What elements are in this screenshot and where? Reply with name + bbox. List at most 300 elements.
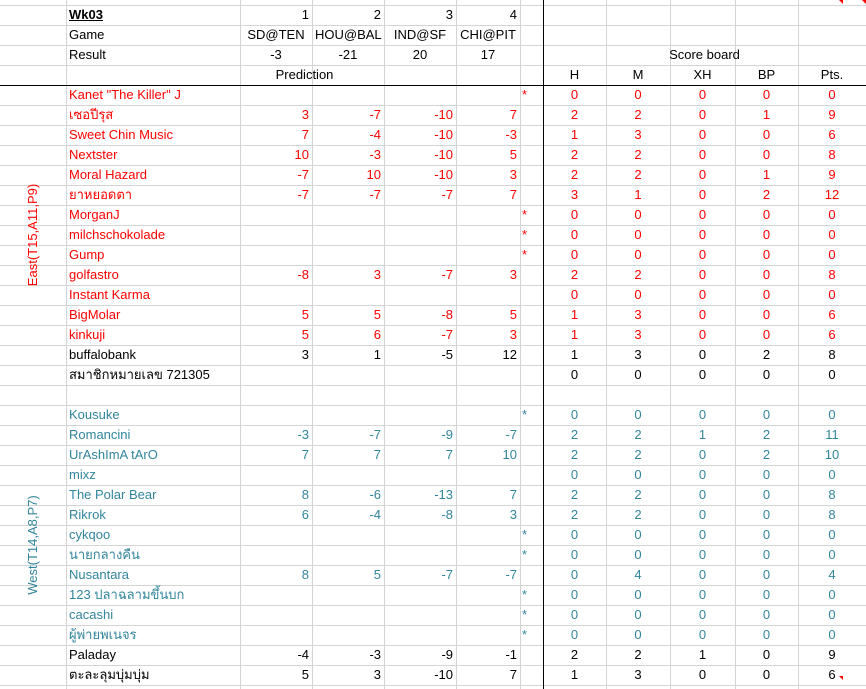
prediction-cell[interactable]: 3 bbox=[373, 667, 381, 682]
prediction-cell[interactable] bbox=[240, 525, 312, 545]
prediction-cell[interactable] bbox=[456, 245, 520, 265]
score-cell[interactable]: 0 bbox=[570, 547, 579, 562]
prediction-cell[interactable] bbox=[240, 405, 312, 425]
score-cell[interactable]: 0 bbox=[762, 87, 771, 102]
score-cell[interactable]: 1 bbox=[698, 427, 707, 442]
score-cell[interactable]: 0 bbox=[828, 467, 836, 482]
prediction-cell[interactable]: 8 bbox=[301, 487, 309, 502]
player-name[interactable]: mixz bbox=[69, 467, 96, 482]
score-cell[interactable]: 0 bbox=[698, 367, 707, 382]
prediction-cell[interactable] bbox=[312, 605, 384, 625]
prediction-cell[interactable] bbox=[312, 525, 384, 545]
prediction-cell[interactable] bbox=[384, 285, 456, 305]
score-cell[interactable]: 0 bbox=[698, 227, 707, 242]
score-cell[interactable]: 0 bbox=[570, 587, 579, 602]
player-name[interactable]: นายกลางคืน bbox=[69, 547, 140, 562]
prediction-cell[interactable] bbox=[312, 585, 384, 605]
prediction-cell[interactable] bbox=[456, 285, 520, 305]
score-cell[interactable]: 0 bbox=[698, 487, 707, 502]
prediction-cell[interactable]: 12 bbox=[502, 347, 517, 362]
score-cell[interactable]: 2 bbox=[570, 167, 579, 182]
score-cell[interactable]: 0 bbox=[570, 627, 579, 642]
prediction-cell[interactable]: 1 bbox=[373, 347, 381, 362]
score-cell[interactable]: 0 bbox=[698, 87, 707, 102]
score-cell[interactable]: 0 bbox=[762, 307, 771, 322]
score-cell[interactable]: 0 bbox=[698, 327, 707, 342]
prediction-cell[interactable]: 10 bbox=[366, 167, 381, 182]
score-cell[interactable]: 2 bbox=[634, 267, 642, 282]
prediction-cell[interactable]: 3 bbox=[373, 267, 381, 282]
score-cell[interactable]: 0 bbox=[698, 107, 707, 122]
score-cell[interactable]: 0 bbox=[634, 227, 642, 242]
prediction-cell[interactable]: 3 bbox=[509, 267, 517, 282]
score-cell[interactable]: 2 bbox=[762, 447, 771, 462]
score-cell[interactable]: 0 bbox=[828, 247, 836, 262]
prediction-cell[interactable] bbox=[456, 85, 520, 105]
prediction-cell[interactable]: 6 bbox=[301, 507, 309, 522]
score-cell[interactable]: 1 bbox=[634, 187, 642, 202]
score-cell[interactable]: 2 bbox=[570, 647, 579, 662]
score-cell[interactable]: 4 bbox=[634, 567, 642, 582]
score-cell[interactable]: 0 bbox=[762, 627, 771, 642]
score-cell[interactable]: 0 bbox=[698, 287, 707, 302]
player-name[interactable]: Kanet "The Killer" J bbox=[69, 87, 181, 102]
score-cell[interactable]: 3 bbox=[634, 667, 642, 682]
prediction-cell[interactable] bbox=[384, 465, 456, 485]
score-cell[interactable]: 0 bbox=[570, 287, 579, 302]
score-cell[interactable]: 1 bbox=[698, 647, 707, 662]
prediction-cell[interactable] bbox=[240, 465, 312, 485]
score-cell[interactable]: 2 bbox=[762, 347, 771, 362]
prediction-cell[interactable] bbox=[312, 625, 384, 645]
prediction-cell[interactable]: -7 bbox=[441, 267, 453, 282]
score-cell[interactable]: 2 bbox=[570, 147, 579, 162]
score-cell[interactable]: 0 bbox=[762, 127, 771, 142]
score-cell[interactable]: 0 bbox=[634, 607, 642, 622]
player-name[interactable]: Moral Hazard bbox=[69, 167, 148, 182]
score-cell[interactable]: 10 bbox=[824, 447, 840, 462]
score-cell[interactable]: 2 bbox=[762, 187, 771, 202]
score-cell[interactable]: 3 bbox=[634, 327, 642, 342]
score-cell[interactable]: 0 bbox=[762, 407, 771, 422]
score-cell[interactable]: 12 bbox=[824, 187, 840, 202]
prediction-cell[interactable] bbox=[240, 245, 312, 265]
prediction-cell[interactable]: 7 bbox=[509, 107, 517, 122]
prediction-cell[interactable]: -9 bbox=[441, 647, 453, 662]
prediction-cell[interactable] bbox=[384, 625, 456, 645]
player-name[interactable]: เซอปีรุส bbox=[69, 107, 114, 122]
score-cell[interactable]: 0 bbox=[828, 607, 836, 622]
score-cell[interactable]: 3 bbox=[634, 127, 642, 142]
score-cell[interactable]: 0 bbox=[762, 567, 771, 582]
prediction-cell[interactable]: 10 bbox=[502, 447, 517, 462]
prediction-cell[interactable]: -7 bbox=[369, 187, 381, 202]
player-name[interactable]: golfastro bbox=[69, 267, 119, 282]
player-name[interactable]: Romancini bbox=[69, 427, 131, 442]
score-cell[interactable]: 0 bbox=[570, 227, 579, 242]
score-cell[interactable]: 9 bbox=[828, 107, 836, 122]
prediction-cell[interactable] bbox=[312, 405, 384, 425]
score-cell[interactable]: 0 bbox=[698, 607, 707, 622]
score-cell[interactable]: 2 bbox=[634, 167, 642, 182]
score-cell[interactable]: 1 bbox=[762, 167, 771, 182]
prediction-cell[interactable] bbox=[456, 205, 520, 225]
score-cell[interactable]: 0 bbox=[762, 507, 771, 522]
prediction-cell[interactable] bbox=[384, 205, 456, 225]
score-cell[interactable]: 2 bbox=[570, 507, 579, 522]
score-cell[interactable]: 6 bbox=[828, 307, 836, 322]
prediction-cell[interactable]: 3 bbox=[509, 167, 517, 182]
score-cell[interactable]: 0 bbox=[570, 607, 579, 622]
score-cell[interactable]: 2 bbox=[634, 507, 642, 522]
score-cell[interactable]: 0 bbox=[762, 487, 771, 502]
score-cell[interactable]: 0 bbox=[634, 547, 642, 562]
score-cell[interactable]: 0 bbox=[762, 247, 771, 262]
score-cell[interactable]: 8 bbox=[828, 507, 836, 522]
player-name[interactable]: Instant Karma bbox=[69, 287, 150, 302]
prediction-cell[interactable] bbox=[240, 545, 312, 565]
prediction-cell[interactable]: 7 bbox=[301, 127, 309, 142]
score-cell[interactable]: 1 bbox=[570, 307, 579, 322]
score-cell[interactable]: 0 bbox=[570, 87, 579, 102]
score-cell[interactable]: 0 bbox=[698, 547, 707, 562]
prediction-cell[interactable]: -7 bbox=[369, 107, 381, 122]
missing-marker bbox=[520, 185, 543, 205]
score-cell[interactable]: 6 bbox=[828, 327, 836, 342]
prediction-cell[interactable] bbox=[456, 625, 520, 645]
player-name[interactable]: ยาหยอดตา bbox=[69, 187, 133, 202]
prediction-cell[interactable]: -4 bbox=[369, 507, 381, 522]
score-cell[interactable]: 8 bbox=[828, 267, 836, 282]
missing-marker bbox=[520, 365, 543, 385]
score-cell[interactable]: 0 bbox=[828, 227, 836, 242]
score-cell[interactable]: 6 bbox=[828, 127, 836, 142]
player-name[interactable]: milchschokolade bbox=[69, 227, 166, 242]
prediction-cell[interactable] bbox=[384, 545, 456, 565]
score-cell[interactable]: 0 bbox=[698, 247, 707, 262]
score-cell[interactable]: 2 bbox=[634, 107, 642, 122]
score-cell[interactable]: 0 bbox=[698, 527, 707, 542]
score-cell[interactable]: 3 bbox=[570, 187, 579, 202]
score-cell[interactable]: 3 bbox=[634, 307, 642, 322]
score-cell[interactable]: 0 bbox=[634, 627, 642, 642]
score-cell[interactable]: 0 bbox=[634, 87, 642, 102]
score-cell[interactable]: 0 bbox=[698, 347, 707, 362]
score-cell[interactable]: 0 bbox=[762, 327, 771, 342]
prediction-cell[interactable]: -8 bbox=[441, 307, 453, 322]
prediction-cell[interactable]: 5 bbox=[509, 307, 517, 322]
prediction-cell[interactable] bbox=[456, 465, 520, 485]
score-cell[interactable]: 0 bbox=[828, 87, 836, 102]
prediction-cell[interactable]: -4 bbox=[369, 127, 381, 142]
prediction-cell[interactable]: -7 bbox=[441, 187, 453, 202]
prediction-cell[interactable]: -9 bbox=[441, 427, 453, 442]
score-cell[interactable]: 0 bbox=[698, 587, 707, 602]
prediction-cell[interactable]: 6 bbox=[373, 327, 381, 342]
prediction-cell[interactable] bbox=[384, 525, 456, 545]
score-cell[interactable]: 8 bbox=[828, 347, 836, 362]
prediction-cell[interactable]: -8 bbox=[297, 267, 309, 282]
score-cell[interactable]: 8 bbox=[828, 487, 836, 502]
prediction-cell[interactable]: -10 bbox=[434, 107, 453, 122]
prediction-cell[interactable]: 7 bbox=[373, 447, 381, 462]
score-cell[interactable]: 0 bbox=[698, 467, 707, 482]
prediction-cell[interactable] bbox=[240, 225, 312, 245]
player-name[interactable]: MorganJ bbox=[69, 207, 120, 222]
prediction-cell[interactable]: -5 bbox=[441, 347, 453, 362]
score-cell[interactable]: 0 bbox=[762, 467, 771, 482]
score-cell[interactable]: 0 bbox=[762, 647, 771, 662]
score-cell[interactable]: 0 bbox=[828, 287, 836, 302]
prediction-cell[interactable]: 5 bbox=[301, 327, 309, 342]
score-cell[interactable]: 2 bbox=[762, 427, 771, 442]
prediction-cell[interactable]: 5 bbox=[509, 147, 517, 162]
prediction-cell[interactable] bbox=[240, 605, 312, 625]
score-cell[interactable]: 0 bbox=[570, 407, 579, 422]
prediction-cell[interactable]: -4 bbox=[297, 647, 309, 662]
prediction-cell[interactable] bbox=[456, 365, 520, 385]
score-cell[interactable]: 0 bbox=[698, 407, 707, 422]
score-cell[interactable]: 0 bbox=[828, 207, 836, 222]
prediction-cell[interactable]: 7 bbox=[509, 667, 517, 682]
score-cell[interactable]: 0 bbox=[634, 467, 642, 482]
score-cell[interactable]: 2 bbox=[570, 107, 579, 122]
prediction-cell[interactable]: -10 bbox=[434, 167, 453, 182]
prediction-cell[interactable]: 7 bbox=[509, 187, 517, 202]
player-name[interactable]: BigMolar bbox=[69, 307, 121, 322]
score-cell[interactable]: 0 bbox=[828, 627, 836, 642]
prediction-cell[interactable] bbox=[240, 585, 312, 605]
prediction-cell[interactable]: -7 bbox=[297, 187, 309, 202]
score-cell[interactable]: 2 bbox=[634, 647, 642, 662]
score-cell[interactable]: 0 bbox=[698, 187, 707, 202]
score-cell[interactable]: 0 bbox=[570, 467, 579, 482]
score-cell[interactable]: 6 bbox=[828, 667, 836, 682]
prediction-cell[interactable]: 7 bbox=[445, 447, 453, 462]
prediction-cell[interactable]: -7 bbox=[441, 567, 453, 582]
prediction-cell[interactable] bbox=[384, 365, 456, 385]
prediction-cell[interactable]: -13 bbox=[434, 487, 453, 502]
player-name[interactable]: cacashi bbox=[69, 607, 114, 622]
score-cell[interactable]: 2 bbox=[634, 447, 642, 462]
prediction-cell[interactable] bbox=[456, 525, 520, 545]
prediction-cell[interactable] bbox=[384, 605, 456, 625]
score-cell[interactable]: 0 bbox=[762, 287, 771, 302]
score-cell[interactable]: 0 bbox=[698, 667, 707, 682]
score-cell[interactable]: 0 bbox=[634, 587, 642, 602]
score-cell[interactable]: 0 bbox=[698, 567, 707, 582]
score-cell[interactable]: 0 bbox=[762, 227, 771, 242]
score-cell[interactable]: 0 bbox=[698, 307, 707, 322]
score-cell[interactable]: 0 bbox=[828, 547, 836, 562]
score-cell[interactable]: 0 bbox=[762, 207, 771, 222]
prediction-cell[interactable] bbox=[456, 225, 520, 245]
prediction-cell[interactable]: 3 bbox=[301, 347, 309, 362]
prediction-cell[interactable]: -7 bbox=[441, 327, 453, 342]
score-cell[interactable]: 0 bbox=[762, 527, 771, 542]
score-cell[interactable]: 0 bbox=[698, 207, 707, 222]
score-cell[interactable]: 0 bbox=[762, 607, 771, 622]
prediction-cell[interactable] bbox=[384, 245, 456, 265]
score-cell[interactable]: 0 bbox=[762, 367, 771, 382]
score-cell[interactable]: 1 bbox=[570, 327, 579, 342]
score-cell[interactable]: 1 bbox=[762, 107, 771, 122]
player-name[interactable]: สมาชิกหมายเลข 721305 bbox=[69, 367, 210, 382]
score-cell[interactable]: 0 bbox=[634, 287, 642, 302]
score-cell[interactable]: 2 bbox=[634, 147, 642, 162]
player-name[interactable]: Nusantara bbox=[69, 567, 129, 582]
score-cell[interactable]: 0 bbox=[762, 267, 771, 282]
prediction-cell[interactable] bbox=[240, 625, 312, 645]
prediction-cell[interactable] bbox=[312, 85, 384, 105]
player-name[interactable]: Kousuke bbox=[69, 407, 120, 422]
prediction-cell[interactable]: -8 bbox=[441, 507, 453, 522]
score-cell[interactable]: 0 bbox=[634, 207, 642, 222]
score-cell[interactable]: 8 bbox=[828, 147, 836, 162]
score-cell[interactable]: 0 bbox=[634, 527, 642, 542]
missing-marker: * bbox=[522, 227, 528, 242]
prediction-cell[interactable] bbox=[312, 225, 384, 245]
prediction-cell[interactable]: -10 bbox=[434, 147, 453, 162]
prediction-cell[interactable]: -3 bbox=[369, 147, 381, 162]
prediction-cell[interactable]: 10 bbox=[294, 147, 309, 162]
score-cell[interactable]: 1 bbox=[570, 347, 579, 362]
score-cell[interactable]: 0 bbox=[762, 547, 771, 562]
player-name[interactable]: buffalobank bbox=[69, 347, 136, 362]
prediction-cell[interactable] bbox=[384, 225, 456, 245]
prediction-cell[interactable]: -7 bbox=[505, 427, 517, 442]
score-cell[interactable]: 0 bbox=[634, 407, 642, 422]
prediction-cell[interactable]: -10 bbox=[434, 127, 453, 142]
score-cell[interactable]: 2 bbox=[570, 447, 579, 462]
player-name[interactable]: UrAshImA tArO bbox=[69, 447, 158, 462]
score-cell[interactable]: 3 bbox=[634, 347, 642, 362]
player-name[interactable]: The Polar Bear bbox=[69, 487, 157, 502]
score-cell[interactable]: 9 bbox=[828, 167, 836, 182]
score-cell[interactable]: 0 bbox=[698, 167, 707, 182]
prediction-cell[interactable]: 8 bbox=[301, 567, 309, 582]
comment-indicator-icon bbox=[862, 0, 866, 4]
score-cell[interactable]: 0 bbox=[762, 587, 771, 602]
prediction-cell[interactable] bbox=[384, 585, 456, 605]
score-cell[interactable]: 2 bbox=[634, 427, 642, 442]
score-cell[interactable]: 4 bbox=[828, 567, 836, 582]
prediction-cell[interactable] bbox=[240, 365, 312, 385]
score-cell[interactable]: 0 bbox=[698, 267, 707, 282]
prediction-cell[interactable] bbox=[384, 405, 456, 425]
score-cell[interactable]: 0 bbox=[570, 207, 579, 222]
score-cell[interactable]: 0 bbox=[570, 247, 579, 262]
player-name[interactable]: Rikrok bbox=[69, 507, 106, 522]
prediction-cell[interactable]: -7 bbox=[505, 567, 517, 582]
score-cell[interactable]: 0 bbox=[698, 507, 707, 522]
prediction-cell[interactable] bbox=[312, 465, 384, 485]
score-cell[interactable]: 2 bbox=[570, 487, 579, 502]
player-name[interactable]: ตะละลุมบุ่มบุ่ม bbox=[69, 667, 150, 682]
score-cell[interactable]: 0 bbox=[570, 367, 579, 382]
score-cell[interactable]: 0 bbox=[698, 127, 707, 142]
prediction-cell[interactable] bbox=[312, 205, 384, 225]
prediction-cell[interactable]: 3 bbox=[301, 107, 309, 122]
score-cell[interactable]: 2 bbox=[570, 267, 579, 282]
prediction-cell[interactable] bbox=[312, 365, 384, 385]
missing-marker: * bbox=[522, 247, 528, 262]
prediction-cell[interactable]: 5 bbox=[373, 307, 381, 322]
score-cell[interactable]: 2 bbox=[634, 487, 642, 502]
game-number: 1 bbox=[301, 7, 309, 22]
prediction-cell[interactable] bbox=[240, 205, 312, 225]
prediction-cell[interactable]: -10 bbox=[434, 667, 453, 682]
player-name[interactable]: kinkuji bbox=[69, 327, 106, 342]
prediction-cell[interactable]: -1 bbox=[505, 647, 517, 662]
player-name[interactable]: Gump bbox=[69, 247, 105, 262]
score-cell[interactable]: 0 bbox=[698, 447, 707, 462]
prediction-cell[interactable] bbox=[312, 545, 384, 565]
score-cell[interactable]: 0 bbox=[698, 147, 707, 162]
prediction-cell[interactable] bbox=[240, 285, 312, 305]
missing-marker: * bbox=[522, 527, 528, 542]
prediction-cell[interactable]: -6 bbox=[369, 487, 381, 502]
result-label: Result bbox=[69, 47, 106, 62]
missing-marker bbox=[520, 165, 543, 185]
prediction-cell[interactable]: 5 bbox=[301, 667, 309, 682]
prediction-cell[interactable]: -3 bbox=[369, 647, 381, 662]
score-cell[interactable]: 9 bbox=[828, 647, 836, 662]
player-name[interactable]: Paladay bbox=[69, 647, 116, 662]
score-cell[interactable]: 0 bbox=[634, 367, 642, 382]
player-name[interactable]: ผู้พ่ายพเนจร bbox=[69, 627, 137, 642]
prediction-cell[interactable] bbox=[312, 285, 384, 305]
score-cell[interactable]: 0 bbox=[828, 407, 836, 422]
score-cell[interactable]: 0 bbox=[828, 367, 836, 382]
prediction-cell[interactable] bbox=[456, 405, 520, 425]
player-name[interactable]: Sweet Chin Music bbox=[69, 127, 174, 142]
prediction-cell[interactable]: 3 bbox=[509, 507, 517, 522]
player-name[interactable]: cykqoo bbox=[69, 527, 111, 542]
score-cell[interactable]: 1 bbox=[570, 127, 579, 142]
score-cell[interactable]: 0 bbox=[828, 587, 836, 602]
score-cell[interactable]: 0 bbox=[762, 667, 771, 682]
score-cell[interactable]: 0 bbox=[828, 527, 836, 542]
score-cell[interactable]: 0 bbox=[762, 147, 771, 162]
game-number: 4 bbox=[509, 7, 517, 22]
prediction-cell[interactable]: -7 bbox=[369, 427, 381, 442]
score-cell[interactable]: 0 bbox=[634, 247, 642, 262]
prediction-cell[interactable] bbox=[312, 245, 384, 265]
prediction-cell[interactable] bbox=[456, 585, 520, 605]
prediction-cell[interactable]: -7 bbox=[297, 167, 309, 182]
score-cell[interactable]: 1 bbox=[570, 667, 579, 682]
prediction-cell[interactable]: 5 bbox=[373, 567, 381, 582]
player-name[interactable]: Nextster bbox=[69, 147, 118, 162]
prediction-cell[interactable] bbox=[456, 605, 520, 625]
score-cell[interactable]: 0 bbox=[570, 567, 579, 582]
prediction-cell[interactable] bbox=[456, 545, 520, 565]
prediction-cell[interactable]: 7 bbox=[301, 447, 309, 462]
prediction-cell[interactable]: 7 bbox=[509, 487, 517, 502]
score-cell[interactable]: 2 bbox=[570, 427, 579, 442]
prediction-cell[interactable] bbox=[384, 85, 456, 105]
player-name[interactable]: 123 ปลาฉลามขึ้นบก bbox=[69, 587, 185, 602]
score-cell[interactable]: 0 bbox=[570, 527, 579, 542]
prediction-cell[interactable]: 3 bbox=[509, 327, 517, 342]
score-cell[interactable]: 11 bbox=[825, 427, 839, 442]
score-cell[interactable]: 0 bbox=[698, 627, 707, 642]
prediction-cell[interactable]: -3 bbox=[297, 427, 309, 442]
prediction-cell[interactable] bbox=[240, 85, 312, 105]
prediction-cell[interactable]: -3 bbox=[505, 127, 517, 142]
prediction-cell[interactable]: 5 bbox=[301, 307, 309, 322]
